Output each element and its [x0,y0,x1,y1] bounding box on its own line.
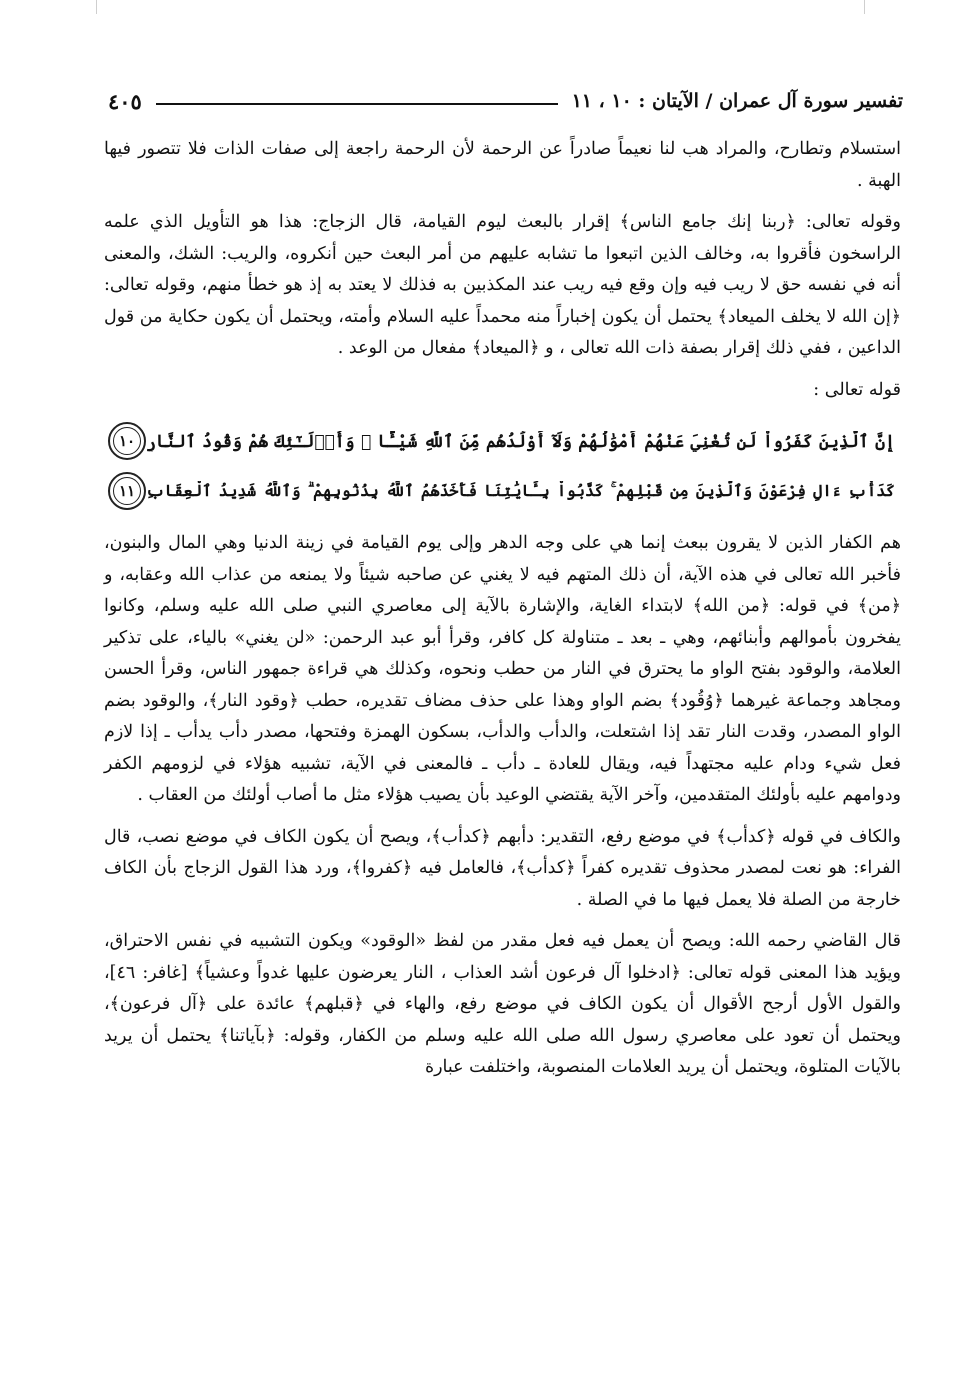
running-title: تفسير سورة آل عمران / الآيتان : ١٠ ، ١١ [571,90,903,112]
ayah-number-ornament: ١١ [108,472,146,510]
ayah-text: إِنَّ ٱلَّذِينَ كَفَرُواْ لَن تُغْنِيَ عَنْهُمْ أَمْوَٰلُهُمْ وَلَآ أَوْلَٰدُهُم مِّنَ ٱللَّهِ شَيْـًٔا ۖ وَأُو۟لَـٰٓئِكَ هُمْ وَقُودُ ٱلنَّارِ [146,431,895,452]
paragraph: وقوله تعالى: ﴿ربنا إنك جامع الناس﴾ إقرار بالبعث ليوم القيامة، قال الزجاج: هذا هو التأويل الذي علمه الراسخون فأقروا به، وخالف الذين اتبعوا ما تشابه عليهم من أمر البعث حين أنكروه، والريب: الشك، والمعنى أنه في نفسه حق لا ريب فيه وإن وقع فيه ريب عند المكذبين به فذلك لا يعتد به إذ هو خطأ منهم، وقوله تعالى: ﴿إن الله لا يخلف الميعاد﴾ يحتمل أن يكون إخباراً منه محمداً عليه السلام وأمته، ويحتمل أن يكون حكاية من قول الداعين ، ففي ذلك إقرار بصفة ذات الله تعالى ، و ﴿الميعاد﴾ مفعال من الوعد . [104,212,901,358]
page-number: ٤٠٥ [108,88,142,114]
crop-mark [96,0,97,14]
page-header [108,84,903,118]
ayah-line [104,466,901,516]
header-rule [156,103,558,105]
paragraph: والكاف في قوله ﴿كدأب﴾ في موضع رفع، التقدير: دأبهم ﴿كدأب﴾، ويصح أن يكون الكاف في موضع نصب، قال الفراء: هو نعت لمصدر محذوف تقديره كفراً ﴿كدأب﴾، فالعامل فيه ﴿كفروا﴾، ورد هذا القول الزجاج بأن الكاف خارجة من الصلة فلا يعمل فيها ما في الصلة . [104,826,901,910]
page-body [104,134,901,1094]
crop-mark [864,0,865,14]
paragraph: قوله تعالى : [813,379,901,400]
paragraph: هم الكفار الذين لا يقرون ببعث إنما هي على وجه الدهر وإلى يوم القيامة في زينة الدنيا وهي المال والبنون، فأخبر الله تعالى في هذه الآية، أن ذلك المتهم فيه لا يغني عن صاحبه شيئاً ولا يمنعه من عذاب الله وعقابه، و ﴿من﴾ في قوله: ﴿من الله﴾ لابتداء الغاية، والإشارة بالآية إلى معاصري النبي صلى الله عليه وسلم، وكانوا يفخرون بأموالهم وأبنائهم، وهي ـ بعد ـ متناولة كل كافر، وقرأ أبو عبد الرحمن: «لن يغني» بالياء، على تذكير العلامة، والوقود بفتح الواو ما يحترق في النار من حطب ونحوه، وكذلك هي قراءة جمهور الناس، وقرأ الحسن ومجاهد وجماعة غيرهما ﴿وُقُود﴾ بضم الواو وهذا على حذف مضاف تقديره، حطب ﴿وقود النار﴾، والوقود بضم الواو المصدر، وقدت النار تقد إذا اشتعلت، والدأب والدأب، بسكون الهمزة وفتحها، مصدر دأب يدأب ـ إذا لازم فعل شيء ودام عليه مجتهداً فيه، ويقال للعادة ـ دأب ـ فالمعنى في الآية، تشبيه هؤلاء في لزومهم الكفر ودوامهم عليه بأولئك المتقدمين، وآخر الآية يقتضي الوعيد بأن يصيب هؤلاء مثل ما أصاب أولئك من العقاب . [104,533,901,805]
paragraph: استسلام وتطارح، والمراد هب لنا نعيماً صادراً عن الرحمة لأن الرحمة راجعة إلى صفات الذات فلا تتصور فيها الهبة . [104,139,901,191]
ayah-text: كَدَأْبِ ءَالِ فِرْعَوْنَ وَٱلَّذِينَ مِن قَبْلِهِمْ ۚ كَذَّبُواْ بِـَٔايَٰتِنَا فَأَخَذَهُمُ ٱللَّهُ بِذُنُوبِهِمْ ۗ وَٱللَّهُ شَدِيدُ ٱلْعِقَابِ [146,481,895,500]
ayah-number-ornament: ١٠ [108,422,146,460]
paragraph: قال القاضي رحمه الله: ويصح أن يعمل فيه فعل مقدر من لفظ «الوقود» ويكون التشبيه في نفس الاحتراق، ويؤيد هذا المعنى قوله تعالى: ﴿ادخلوا آل فرعون أشد العذاب ، النار يعرضون عليها غدواً وعشياً﴾ [غافر: ٤٦]، والقول الأول أرجح الأقوال أن يكون الكاف في موضع رفع، والهاء في ﴿قبلهم﴾ عائدة على ﴿آل فرعون﴾، ويحتمل أن تعود على معاصري رسول الله صلى الله عليه وسلم من الكفار، وقوله: ﴿بآياتنا﴾ يحتمل أن يريد بالآيات المتلوة، ويحتمل أن يريد العلامات المنصوبة، واختلفت عبارة [104,931,901,1077]
quran-verses [104,416,901,516]
ayah-line [104,416,901,466]
